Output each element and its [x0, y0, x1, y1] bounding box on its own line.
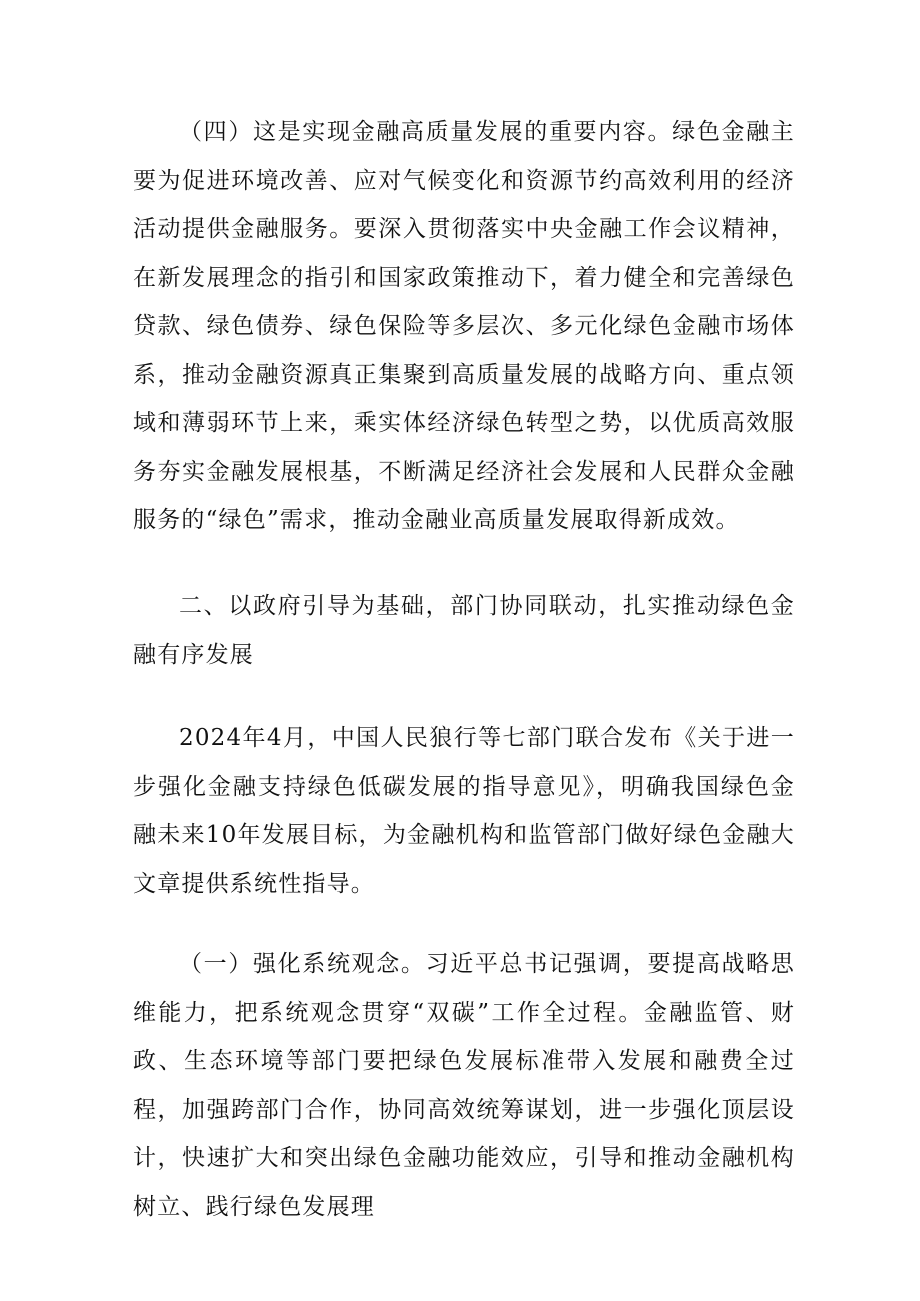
paragraph-section-four: （四）这是实现金融高质量发展的重要内容。绿色金融主要为促进环境改善、应对气候变化和资源节约高效利用的经济活动提供金融服务。要深入贯彻落实中央金融工作会议精神，在新发展理念的指引和国家政策推动下，着力健全和完善绿色贷款、绿色债券、绿色保险等多层次、多元化绿色金融市场体系，推动金融资源真正集聚到高质量发展的战略方向、重点领域和薄弱环节上来，乘实体经济绿色转型之势，以优质高效服务夯实金融发展根基，不断满足经济社会发展和人民群众金融服务的“绿色”需求，推动金融业高质量发展取得新成效。	[133, 119, 795, 533]
section-heading-two: 二、以政府引导为基础，部门协同联动，扎实推动绿色金融有序发展	[133, 593, 795, 668]
paragraph-section-one: （一）强化系统观念。习近平总书记强调，要提高战略思维能力，把系统观念贯穿“双碳”工作全过程。金融监管、财政、生态环境等部门要把绿色发展标准带入发展和融费全过程，加强跨部门合作，协同高效统筹谋划，进一步强化顶层设计，快速扩大和突出绿色金融功能效应，引导和推动金融机构树立、践行绿色发展理	[133, 951, 795, 1220]
paragraph-2024-guidance: 2024年4月，中国人民狼行等七部门联合发布《关于进一步强化金融支持绿色低碳发展的指导意见》，明确我国绿色金融未来10年发展目标，为金融机构和监管部门做好绿色金融大文章提供系统性指导。	[133, 725, 795, 897]
